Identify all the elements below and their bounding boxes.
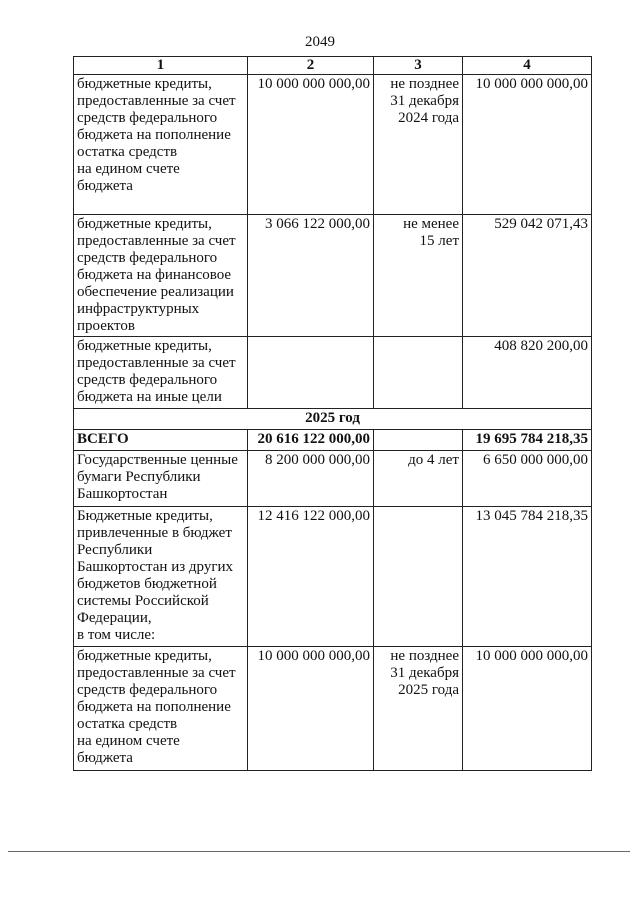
header-col-2: 2 [248,57,374,75]
table-row [74,507,592,647]
row-amount: 10 000 000 000,00 [248,75,374,215]
table-row [74,75,592,215]
total-row [74,430,592,451]
total-term [374,430,463,451]
row-description: Государственные ценные бумаги Республики Башкортостан [74,451,248,507]
section-title: 2025 год [74,409,592,430]
row-total: 10 000 000 000,00 [463,647,592,771]
table-row [74,647,592,771]
borrowing-table [73,56,592,771]
row-term: до 4 лет [374,451,463,507]
row-total: 13 045 784 218,35 [463,507,592,647]
row-description: бюджетные кредиты, предоставленные за счет средств федерального бюджета на пополнение остатка средств на едином счете бюджета [74,75,248,215]
row-term: не позднее 31 декабря 2024 года [374,75,463,215]
row-amount: 8 200 000 000,00 [248,451,374,507]
header-col-1: 1 [74,57,248,75]
table-row [74,215,592,337]
row-total: 10 000 000 000,00 [463,75,592,215]
row-amount: 3 066 122 000,00 [248,215,374,337]
section-row-2025 [74,409,592,430]
table-row [74,337,592,409]
row-term: не менее 15 лет [374,215,463,337]
table-row [74,451,592,507]
row-term [374,337,463,409]
total-sum: 19 695 784 218,35 [463,430,592,451]
total-label: ВСЕГО [74,430,248,451]
header-col-3: 3 [374,57,463,75]
row-amount [248,337,374,409]
row-amount: 12 416 122 000,00 [248,507,374,647]
row-term: не позднее 31 декабря 2025 года [374,647,463,771]
page-number: 2049 [305,34,335,50]
row-amount: 10 000 000 000,00 [248,647,374,771]
row-description: Бюджетные кредиты, привлеченные в бюджет Республики Башкортостан из других бюджетов бюджетной системы Российской Федерации, в том числе: [74,507,248,647]
header-col-4: 4 [463,57,592,75]
row-total: 408 820 200,00 [463,337,592,409]
row-description: бюджетные кредиты, предоставленные за счет средств федерального бюджета на финансовое обеспечение реализации инфраструктурных проектов [74,215,248,337]
row-description: бюджетные кредиты, предоставленные за счет средств федерального бюджета на пополнение остатка средств на едином счете бюджета [74,647,248,771]
bottom-rule [8,851,630,852]
row-total: 529 042 071,43 [463,215,592,337]
table-header-row [74,57,592,75]
row-total: 6 650 000 000,00 [463,451,592,507]
total-amount: 20 616 122 000,00 [248,430,374,451]
row-term [374,507,463,647]
row-description: бюджетные кредиты, предоставленные за счет средств федерального бюджета на иные цели [74,337,248,409]
